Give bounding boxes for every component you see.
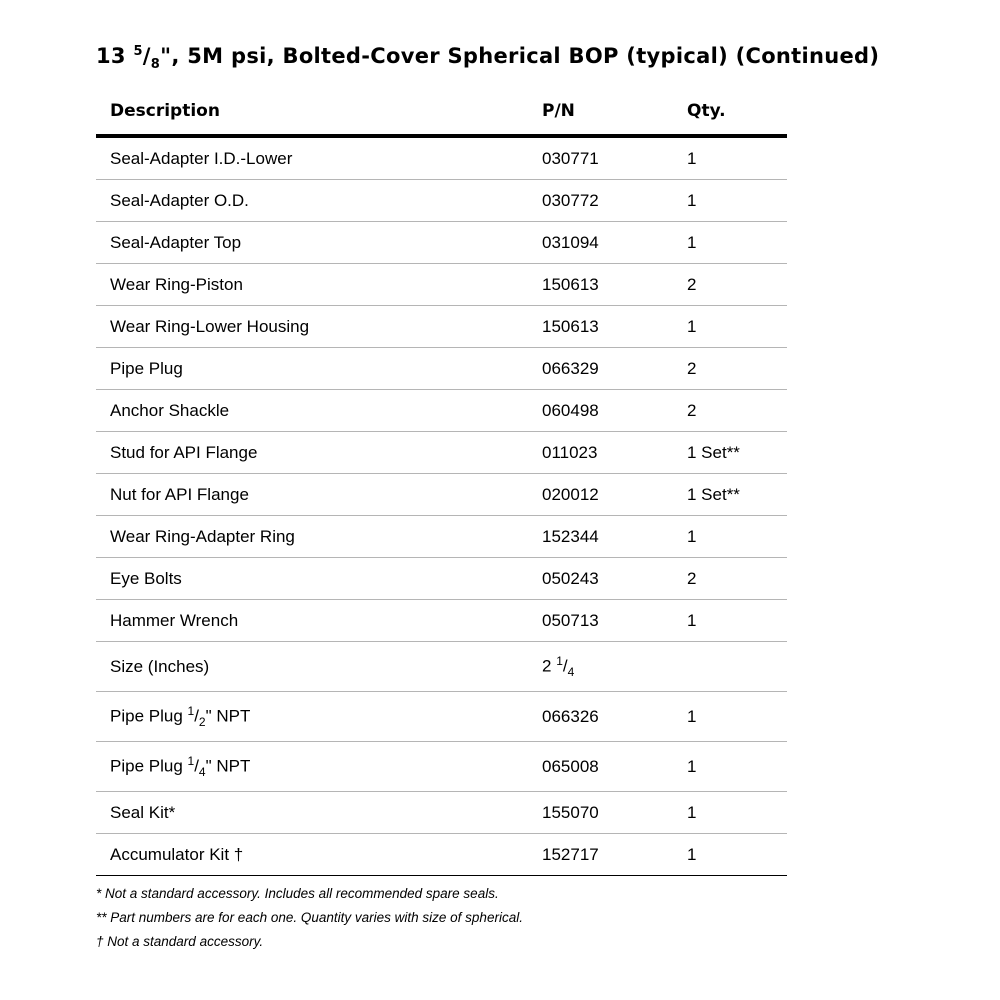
cell-pn-fraction: 2 $^1/_4$ — [542, 642, 687, 692]
cell-description: Eye Bolts — [96, 558, 542, 600]
footnote: ** Part numbers are for each one. Quantity varies with size of spherical. — [96, 910, 523, 925]
page-title: 13 $^5/_8$", 5M psi, Bolted-Cover Spherical BOP (typical) (Continued) — [96, 44, 880, 73]
table-header-row — [96, 87, 787, 136]
cell-qty: 1 — [687, 306, 787, 348]
cell-description-fraction: Pipe Plug $^1/_2$" NPT — [96, 692, 542, 742]
cell-description-fraction: Pipe Plug $^1/_4$" NPT — [96, 742, 542, 792]
table-row — [96, 432, 787, 474]
cell-qty: 2 — [687, 348, 787, 390]
cell-pn: 031094 — [542, 222, 687, 264]
cell-pn: 150613 — [542, 264, 687, 306]
table-row — [96, 136, 787, 180]
cell-pn: 030772 — [542, 180, 687, 222]
cell-qty: 2 — [687, 390, 787, 432]
cell-qty: 1 — [687, 136, 787, 180]
cell-qty: 1 Set** — [687, 474, 787, 516]
table-row — [96, 180, 787, 222]
cell-qty: 1 — [687, 180, 787, 222]
cell-qty: 2 — [687, 558, 787, 600]
cell-qty: 2 — [687, 264, 787, 306]
header-qty: Qty. — [687, 87, 787, 136]
cell-qty: 1 — [687, 600, 787, 642]
footnote: † Not a standard accessory. — [96, 934, 264, 949]
cell-qty: 1 — [687, 742, 787, 792]
table-row — [96, 516, 787, 558]
table-row — [96, 600, 787, 642]
footnote: * Not a standard accessory. Includes all recommended spare seals. — [96, 886, 499, 901]
cell-qty — [687, 642, 787, 692]
cell-description: Pipe Plug — [96, 348, 542, 390]
header-pn: P/N — [542, 87, 687, 136]
cell-qty: 1 — [687, 834, 787, 876]
table-row — [96, 222, 787, 264]
cell-description: Hammer Wrench — [96, 600, 542, 642]
table-row — [96, 348, 787, 390]
table-row — [96, 834, 787, 876]
cell-description: Seal-Adapter O.D. — [96, 180, 542, 222]
cell-pn: 152344 — [542, 516, 687, 558]
table-row — [96, 474, 787, 516]
cell-pn: 050243 — [542, 558, 687, 600]
cell-pn: 020012 — [542, 474, 687, 516]
table-row — [96, 306, 787, 348]
cell-description: Seal Kit* — [96, 792, 542, 834]
cell-qty: 1 Set** — [687, 432, 787, 474]
table-row — [96, 264, 787, 306]
table-row-pipe-plug-quarter — [96, 742, 787, 792]
parts-table — [96, 87, 787, 876]
footnotes — [96, 885, 523, 957]
cell-description: Size (Inches) — [96, 642, 542, 692]
table-row — [96, 390, 787, 432]
cell-description: Seal-Adapter Top — [96, 222, 542, 264]
table-row — [96, 792, 787, 834]
cell-pn: 155070 — [542, 792, 687, 834]
cell-pn: 011023 — [542, 432, 687, 474]
cell-description: Wear Ring-Adapter Ring — [96, 516, 542, 558]
cell-qty: 1 — [687, 516, 787, 558]
table-row-size — [96, 642, 787, 692]
cell-pn: 060498 — [542, 390, 687, 432]
cell-description: Wear Ring-Lower Housing — [96, 306, 542, 348]
cell-qty: 1 — [687, 792, 787, 834]
cell-qty: 1 — [687, 692, 787, 742]
cell-description: Wear Ring-Piston — [96, 264, 542, 306]
cell-pn: 150613 — [542, 306, 687, 348]
table-row-pipe-plug-half — [96, 692, 787, 742]
cell-pn: 066329 — [542, 348, 687, 390]
cell-description: Anchor Shackle — [96, 390, 542, 432]
table-row — [96, 558, 787, 600]
cell-pn: 065008 — [542, 742, 687, 792]
cell-description: Accumulator Kit † — [96, 834, 542, 876]
header-description: Description — [96, 87, 542, 136]
cell-description: Seal-Adapter I.D.-Lower — [96, 136, 542, 180]
cell-qty: 1 — [687, 222, 787, 264]
cell-pn: 030771 — [542, 136, 687, 180]
cell-pn: 066326 — [542, 692, 687, 742]
cell-pn: 152717 — [542, 834, 687, 876]
cell-description: Nut for API Flange — [96, 474, 542, 516]
cell-pn: 050713 — [542, 600, 687, 642]
cell-description: Stud for API Flange — [96, 432, 542, 474]
